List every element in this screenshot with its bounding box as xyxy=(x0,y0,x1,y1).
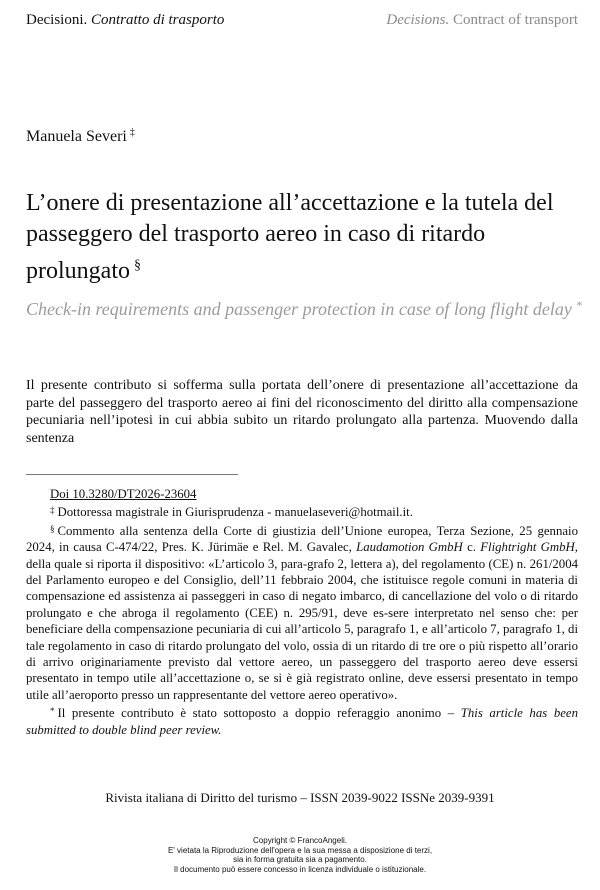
footnote-mark: § xyxy=(50,523,55,534)
abstract-paragraph: Il presente contributo si sofferma sulla portata dell’onere di presentazione all’accettazione da parte del passeggero del trasporto aereo ai fini del riconoscimento del diritto alla compensazione pecuniaria nell’ipotesi in cui abbia subito un ritardo prolungato alla partenza. Muovendo dalla sentenza xyxy=(26,378,578,446)
doi-link[interactable]: Doi 10.3280/DT2026-23604 xyxy=(50,487,197,501)
running-header xyxy=(26,12,578,32)
journal-issn-line: Rivista italiana di Diritto del turismo – ISSN 2039-9022 ISSNe 2039-9391 xyxy=(105,790,495,805)
article-subtitle-text: Check-in requirements and passenger protection in case of long flight delay xyxy=(26,299,572,319)
footnote-text: Il presente contributo è stato sottoposto a doppio referaggio anonimo – xyxy=(57,706,461,721)
footnote-text-english: This article has been submitted to double blind peer review. xyxy=(26,706,578,737)
article-title-text: L’onere di presentazione all’accettazione e la tutela del passeggero del trasporto aereo in caso di ritardo prolungato xyxy=(26,190,554,284)
doi-line xyxy=(26,486,578,502)
footnote-commentary xyxy=(26,521,578,703)
header-right-italic: Decisions. xyxy=(386,12,450,28)
author-line xyxy=(26,127,135,146)
party-name: Laudamotion GmbH xyxy=(356,540,463,555)
footnote-text: Dottoressa magistrale in Giurisprudenza - manuelaseveri@hotmail.it. xyxy=(57,505,413,520)
footnote-separator xyxy=(26,474,238,475)
copyright-line: E' vietata la Riproduzione dell'opera e la sua messa a disposizione di terzi, xyxy=(167,845,433,855)
header-section-it xyxy=(26,12,224,29)
footnote-peer-review xyxy=(26,703,578,738)
copyright-line: Il documento può essere concesso in licenza individuale o istituzionale. xyxy=(173,864,427,874)
footnote-mark: ‡ xyxy=(50,505,55,516)
article-subtitle-en xyxy=(26,292,582,322)
header-right-plain: Contract of transport xyxy=(449,12,578,28)
header-left-plain: Decisioni. xyxy=(26,12,91,28)
footnotes xyxy=(26,486,578,738)
party-name: Flightright GmbH xyxy=(480,540,575,555)
footnote-text: Commento alla sentenza della Corte di giustizia dell’Unione europea, Terza Sezione, 25 gennaio 2024, in causa C-474/22, Pres. K. Jürimäe e Rel. M. Gavalec, xyxy=(26,523,578,555)
author-footnote-mark: ‡ xyxy=(129,127,135,138)
article-title xyxy=(26,188,582,287)
footnote-text: c. xyxy=(462,540,481,555)
author-name: Manuela Severi xyxy=(26,128,127,145)
copyright-notice xyxy=(0,836,600,874)
header-left-italic: Contratto di trasporto xyxy=(91,12,225,28)
subtitle-footnote-mark: * xyxy=(575,298,582,312)
header-section-en xyxy=(386,12,578,29)
copyright-line: sia in forma gratuita sia a pagamento. xyxy=(233,855,367,864)
footnote-text: , della quale si riporta il dispositivo: «L’articolo 3, para-grafo 2, lettera a), del regolamento (CE) n. 261/2004 del Parlamento europeo e del Consiglio, dell’11 febbraio 2004, che istituisce regole comuni in materia di compensazione ed assistenza ai passeggeri in caso di negato imbarco, di cancellazione del volo o di ritardo prolungato e che abroga il regolamento (CEE) n. 295/91, deve es-sere interpretato nel senso che: per beneficiare della compensazione pecuniaria di cui all’articolo 5, paragrafo 1, e all’articolo 7, paragrafo 1, di tale regolamento in caso di ritardo prolungato del volo, ossia di un ritardo di tre ore o più rispetto all’orario di arrivo originariamente previsto dal vettore aereo, un passeggero del trasporto aereo deve essersi presentato in tempo utile all’accettazione o, se si è già registrato online, deve essersi presentato in tempo utile all’aeroporto presso un rappresentante del vettore aereo operativo». xyxy=(26,540,578,702)
title-footnote-mark: § xyxy=(133,258,141,273)
copyright-line: Copyright © FrancoAngeli. xyxy=(253,836,347,845)
footnote-author xyxy=(26,502,578,520)
footnote-mark: * xyxy=(50,706,55,717)
